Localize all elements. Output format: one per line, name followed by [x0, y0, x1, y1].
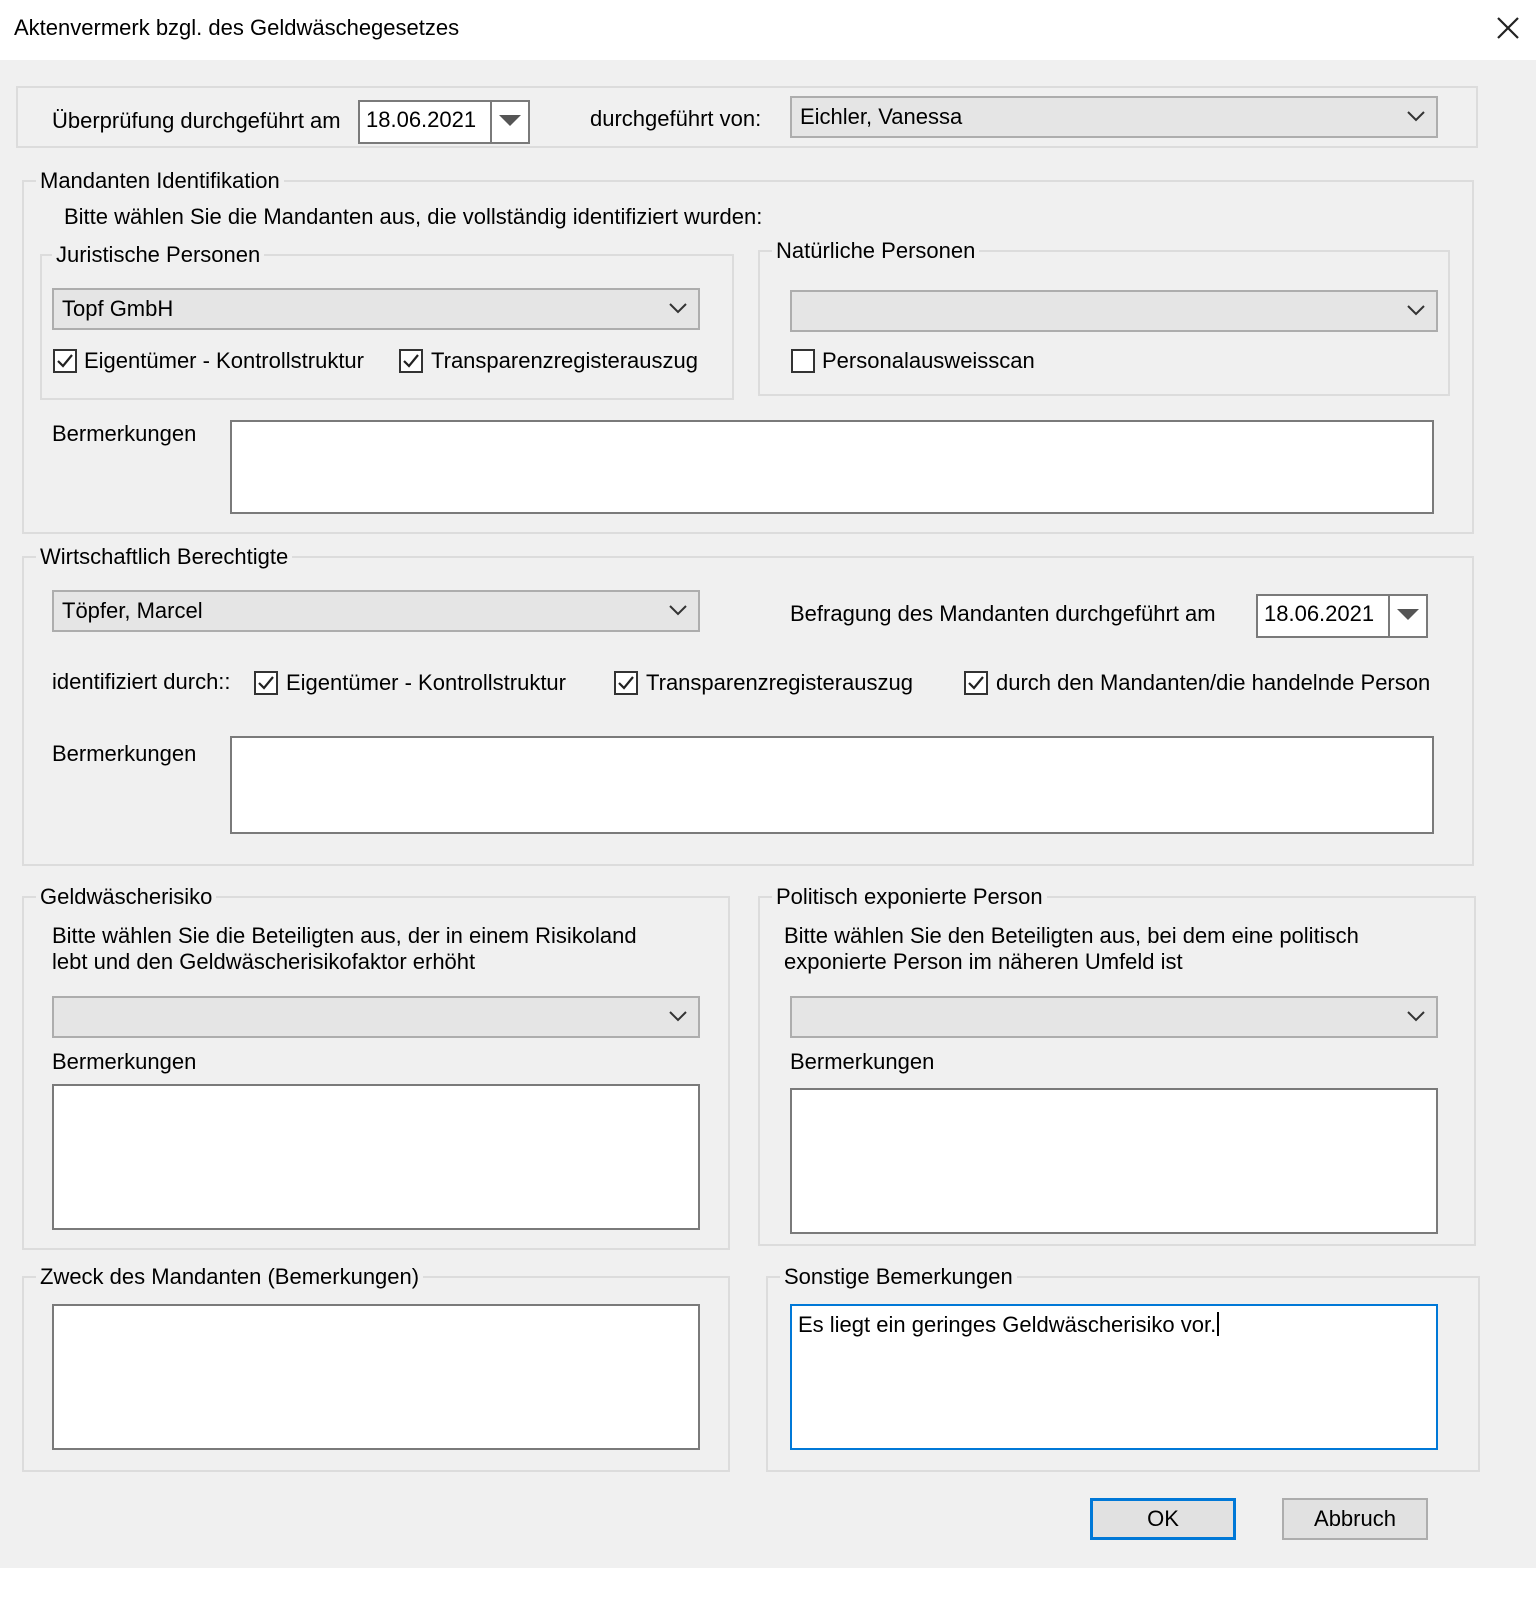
- check-date-picker[interactable]: [358, 100, 530, 144]
- chevron-down-icon: [1406, 109, 1426, 123]
- dropdown-arrow-icon: [1397, 609, 1419, 620]
- bottom-strip: [0, 1568, 1536, 1600]
- legal-transparency-checkbox[interactable]: [399, 349, 423, 373]
- beneficial-owner-value: Töpfer, Marcel: [62, 598, 203, 623]
- legal-ownership-checkbox[interactable]: [53, 349, 77, 373]
- interview-date-label: Befragung des Mandanten durchgeführt am: [790, 601, 1216, 626]
- beneficial-ownership-label[interactable]: Eigentümer - Kontrollstruktur: [286, 670, 566, 695]
- beneficial-owner-select[interactable]: [52, 590, 700, 632]
- interview-date-value[interactable]: 18.06.2021: [1264, 601, 1375, 626]
- risk-instruction-line1: Bitte wählen Sie die Beteiligten aus, der in einem Risikoland: [52, 923, 637, 948]
- identification-instruction: Bitte wählen Sie die Mandanten aus, die vollständig identifiziert wurden:: [64, 204, 763, 229]
- beneficial-client-label[interactable]: durch den Mandanten/die handelnde Person: [996, 670, 1431, 695]
- ok-button[interactable]: OK: [1090, 1498, 1236, 1540]
- window-title: Aktenvermerk bzgl. des Geldwäschegesetzes: [14, 15, 460, 40]
- calendar-dropdown-button[interactable]: [490, 102, 528, 142]
- dropdown-arrow-icon: [499, 115, 521, 126]
- title-bar: [0, 0, 1536, 60]
- pep-legend: Politisch exponierte Person: [772, 884, 1047, 910]
- client-purpose-legend: Zweck des Mandanten (Bemerkungen): [36, 1264, 423, 1290]
- checkmark-icon: [257, 674, 275, 692]
- pep-participant-select[interactable]: [790, 996, 1438, 1038]
- risk-instruction-line2: lebt und den Geldwäscherisikofaktor erhöht: [52, 949, 476, 974]
- risk-remarks-label: Bermerkungen: [52, 1049, 197, 1074]
- performed-by-value: Eichler, Vanessa: [800, 104, 963, 129]
- interview-date-picker[interactable]: [1256, 594, 1428, 638]
- natural-persons-legend: Natürliche Personen: [772, 238, 979, 264]
- chevron-down-icon: [668, 1009, 688, 1023]
- text-caret: [1217, 1312, 1219, 1336]
- cancel-button[interactable]: Abbruch: [1282, 1498, 1428, 1540]
- performed-by-select[interactable]: [790, 96, 1438, 138]
- natural-person-select[interactable]: [790, 290, 1438, 332]
- checkmark-icon: [617, 674, 635, 692]
- check-date-value[interactable]: 18.06.2021: [366, 107, 477, 132]
- money-laundering-risk-legend: Geldwäscherisiko: [36, 884, 216, 910]
- beneficial-remarks-textarea[interactable]: [230, 736, 1434, 834]
- other-remarks-legend: Sonstige Bemerkungen: [780, 1264, 1017, 1290]
- legal-person-value: Topf GmbH: [62, 296, 174, 321]
- pep-instruction-line2: exponierte Person im näheren Umfeld ist: [784, 949, 1183, 974]
- client-purpose-textarea[interactable]: [52, 1304, 700, 1450]
- other-remarks-textarea[interactable]: [790, 1304, 1438, 1450]
- chevron-down-icon: [1406, 1009, 1426, 1023]
- id-scan-label[interactable]: Personalausweisscan: [822, 348, 1035, 373]
- client-identification-legend: Mandanten Identifikation: [36, 168, 284, 194]
- other-remarks-text: Es liegt ein geringes Geldwäscherisiko vor.: [798, 1312, 1217, 1337]
- check-date-label: Überprüfung durchgeführt am: [52, 108, 341, 133]
- beneficial-ownership-checkbox[interactable]: [254, 671, 278, 695]
- risk-remarks-textarea[interactable]: [52, 1084, 700, 1230]
- close-icon[interactable]: [1492, 12, 1524, 44]
- beneficial-remarks-label: Bermerkungen: [52, 741, 197, 766]
- legal-person-select[interactable]: [52, 288, 700, 330]
- performed-by-label: durchgeführt von:: [590, 106, 762, 131]
- pep-remarks-textarea[interactable]: [790, 1088, 1438, 1234]
- beneficial-client-checkbox[interactable]: [964, 671, 988, 695]
- beneficial-transparency-label[interactable]: Transparenzregisterauszug: [646, 670, 913, 695]
- chevron-down-icon: [668, 603, 688, 617]
- checkmark-icon: [967, 674, 985, 692]
- beneficial-transparency-checkbox[interactable]: [614, 671, 638, 695]
- identification-remarks-textarea[interactable]: [230, 420, 1434, 514]
- pep-instruction-line1: Bitte wählen Sie den Beteiligten aus, bei dem eine politisch: [784, 923, 1359, 948]
- beneficial-owners-legend: Wirtschaftlich Berechtigte: [36, 544, 292, 570]
- chevron-down-icon: [668, 301, 688, 315]
- checkmark-icon: [402, 352, 420, 370]
- id-scan-checkbox[interactable]: [791, 349, 815, 373]
- identification-remarks-label: Bermerkungen: [52, 421, 197, 446]
- risk-participant-select[interactable]: [52, 996, 700, 1038]
- calendar-dropdown-button[interactable]: [1388, 596, 1426, 636]
- identified-by-label: identifiziert durch::: [52, 669, 231, 694]
- pep-remarks-label: Bermerkungen: [790, 1049, 935, 1074]
- chevron-down-icon: [1406, 303, 1426, 317]
- legal-transparency-label[interactable]: Transparenzregisterauszug: [431, 348, 698, 373]
- legal-ownership-label[interactable]: Eigentümer - Kontrollstruktur: [84, 348, 364, 373]
- legal-persons-legend: Juristische Personen: [52, 242, 264, 268]
- checkmark-icon: [56, 352, 74, 370]
